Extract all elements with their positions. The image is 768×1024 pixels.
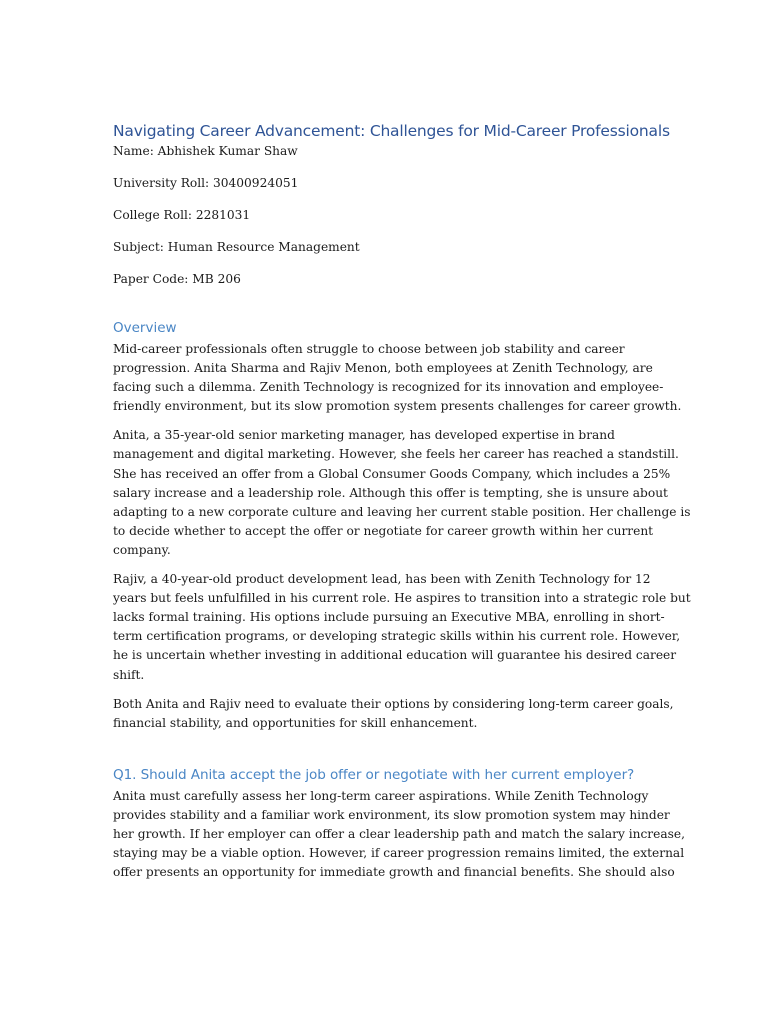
question-1-heading: Q1. Should Anita accept the job offer or negotiate with her current employer? [113, 766, 635, 783]
text-line: facing such a dilemma. Zenith Technology is recognized for its innovation and employee- [113, 380, 664, 395]
question-1-paragraph [113, 787, 685, 882]
college-roll: College Roll: 2281031 [113, 208, 251, 222]
paper-code: Paper Code: MB 206 [113, 272, 241, 286]
text-line: her growth. If her employer can offer a clear leadership path and match the salary increase, [113, 826, 685, 841]
text-line: lacks formal training. His options include pursuing an Executive MBA, enrolling in short- [113, 610, 665, 625]
text-line: Rajiv, a 40-year-old product development lead, has been with Zenith Technology for 12 [113, 572, 651, 587]
overview-paragraph-2 [113, 426, 691, 560]
text-line: She has received an offer from a Global Consumer Goods Company, which includes a 25% [113, 466, 671, 481]
text-line: he is uncertain whether investing in additional education will guarantee his desired career [113, 648, 677, 663]
student-name: Name: Abhishek Kumar Shaw [113, 144, 298, 158]
text-line: progression. Anita Sharma and Rajiv Menon, both employees at Zenith Technology, are [113, 361, 653, 376]
subject: Subject: Human Resource Management [113, 240, 360, 254]
university-roll: University Roll: 30400924051 [113, 176, 299, 190]
text-line: Both Anita and Rajiv need to evaluate their options by considering long-term career goals, [113, 696, 674, 711]
text-line: financial stability, and opportunities for skill enhancement. [113, 715, 478, 730]
text-line: staying may be a viable option. However, if career progression remains limited, the external [113, 846, 685, 861]
text-line: term certification programs, or developing strategic skills within his current role. However, [113, 629, 681, 644]
text-line: salary increase and a leadership role. Although this offer is tempting, she is unsure about [113, 485, 668, 500]
overview-paragraph-3 [113, 570, 691, 685]
document-title: Navigating Career Advancement: Challenges for Mid-Career Professionals [113, 122, 670, 140]
text-line: to decide whether to accept the offer or negotiate for career growth within her current [113, 523, 654, 538]
text-line: Mid-career professionals often struggle to choose between job stability and career [113, 342, 625, 356]
text-line: Anita must carefully assess her long-term career aspirations. While Zenith Technology [113, 788, 649, 803]
text-line: management and digital marketing. However, she feels her career has reached a standstill. [113, 447, 679, 462]
text-line: adapting to a new corporate culture and leaving her current stable position. Her challenge is [113, 504, 691, 519]
text-line: years but feels unfulfilled in his current role. He aspires to transition into a strategic role but [113, 591, 691, 606]
text-line: provides stability and a familiar work environment, its slow promotion system may hinder [113, 807, 670, 822]
overview-paragraph-1 [113, 340, 682, 416]
text-line: Anita, a 35-year-old senior marketing manager, has developed expertise in brand [113, 428, 615, 443]
text-line: shift. [113, 667, 145, 682]
document-page [113, 122, 691, 892]
text-line: offer presents an opportunity for immediate growth and financial benefits. She should also [113, 865, 675, 880]
overview-heading: Overview [113, 320, 177, 336]
text-line: friendly environment, but its slow promotion system presents challenges for career growth. [113, 399, 682, 414]
text-line: company. [113, 542, 171, 557]
overview-paragraph-4 [113, 695, 674, 733]
